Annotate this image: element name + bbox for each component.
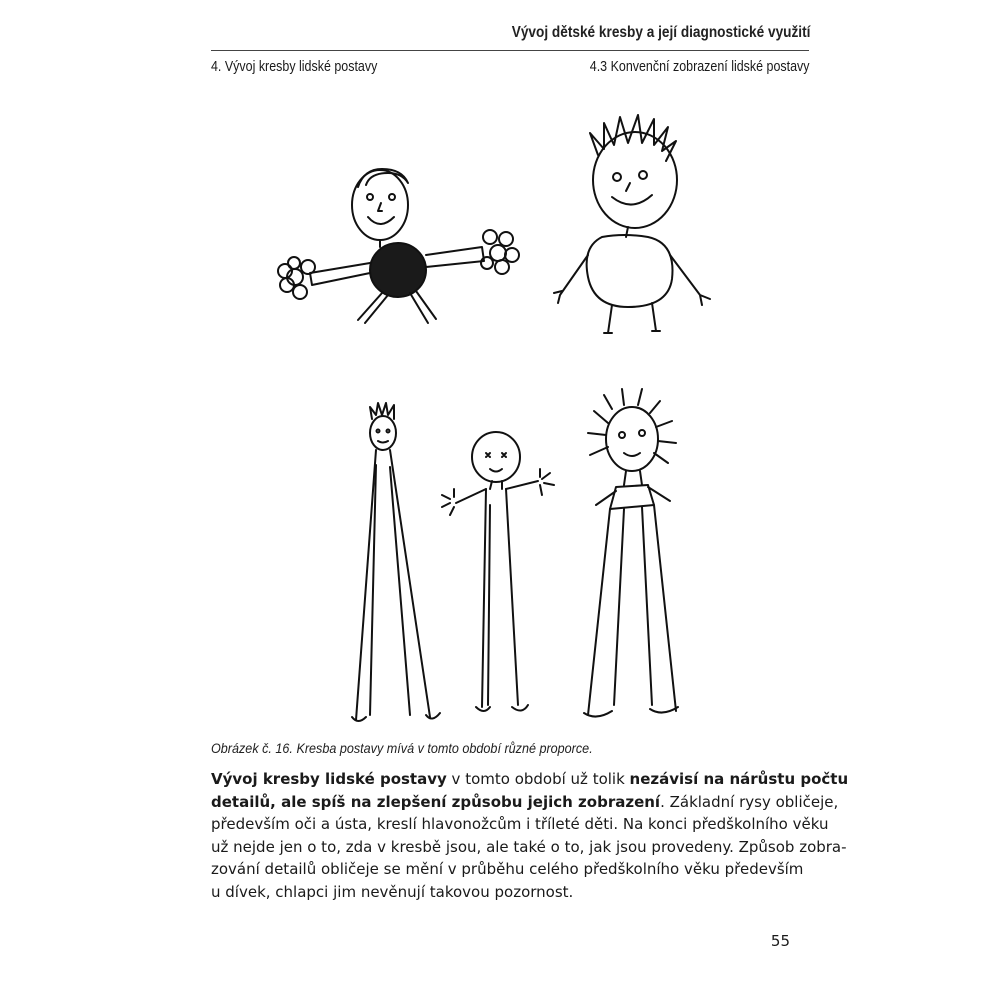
book-title: Vývoj dětské kresby a její diagnostické využití (511, 24, 810, 41)
chapter-heading: 4. Vývoj kresby lidské postavy (211, 59, 378, 75)
drawing-figure-tall-thin (352, 403, 440, 721)
paragraph-line-5: zování detailů obličeje se mění v průběhu celého předškolního věku především (211, 860, 804, 879)
paragraph-line-6: u dívek, chlapci jim nevěnují takovou pozornost. (211, 882, 574, 901)
drawing-figure-round-head (442, 432, 554, 711)
bold-phrase: detailů, ale spíš na zlepšení způsobu jejich zobrazení (211, 792, 661, 811)
paragraph-line-4: už nejde jen o to, zda v kresbě jsou, ale také o to, jak jsou provedeny. Způsob zobra- (211, 837, 847, 856)
bold-phrase: Vývoj kresby lidské postavy (211, 770, 447, 788)
section-heading: 4.3 Konvenční zobrazení lidské postavy (590, 59, 810, 75)
figure-caption: Obrázek č. 16. Kresba postavy mívá v tomto období různé proporce. (211, 740, 593, 756)
children-drawings-figure (250, 105, 750, 735)
page-number: 55 (770, 932, 790, 950)
body-paragraph (211, 768, 849, 904)
header-divider (211, 50, 809, 51)
drawing-figure-spiky-hair (554, 115, 710, 333)
text-run: . Základní rysy obličeje, (660, 792, 839, 811)
paragraph-line-1 (211, 768, 849, 791)
paragraph-line-3: především oči a ústa, kreslí hlavonožcům i tříleté děti. Na konci předškolního věku (211, 815, 829, 834)
paragraph-line-2 (211, 791, 839, 814)
drawings-illustration (250, 105, 750, 735)
text-run: v tomto období už tolik (446, 770, 630, 788)
drawing-figure-flower-hands (278, 169, 519, 323)
drawing-figure-long-dress (584, 389, 678, 717)
bold-phrase: nezávisí na nárůstu počtu (629, 770, 849, 788)
